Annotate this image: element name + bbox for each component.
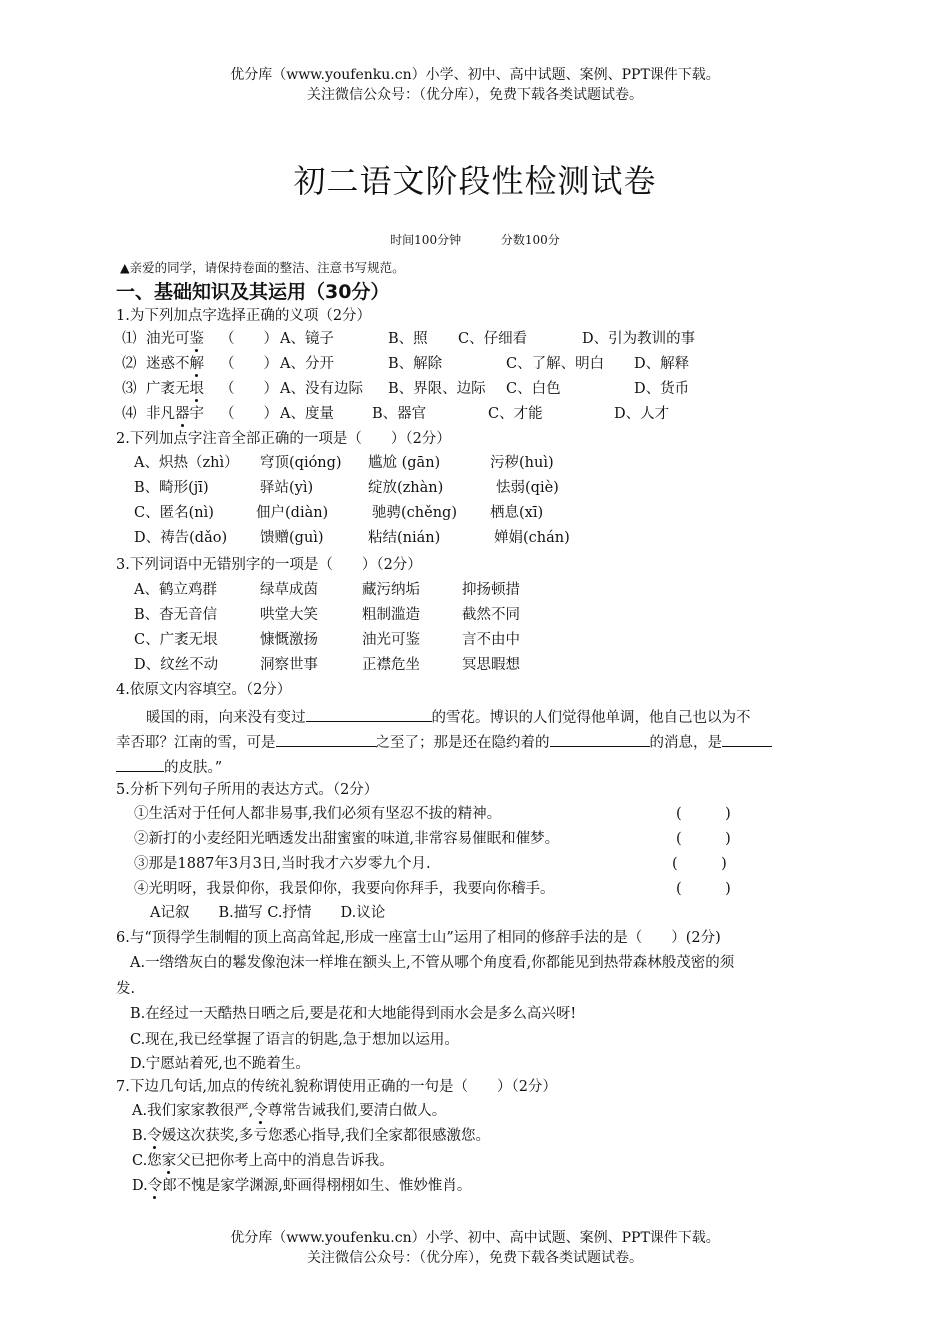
exam-time: 时间100分钟 [390,233,462,247]
q6-option-b: B.在经过一天酷热日晒之后,要是花和大地能得到雨水会是多么高兴呀! [130,1006,577,1022]
q6-option-d: D.宁愿站着死,也不跪着生。 [130,1056,310,1072]
q3-option-row: D、纹丝不动 洞察世事 正襟危坐 冥思暇想 [134,657,520,673]
header-line-2: 关注微信公众号：（优分库），免费下载各类试题试卷。 [307,87,643,103]
exam-meta [0,231,950,248]
exam-score: 分数100分 [500,233,560,247]
section-heading: 一、基础知识及其运用（30分） [116,281,390,303]
footer-line-2: 关注微信公众号：（优分库），免费下载各类试题试卷。 [307,1250,643,1266]
q3-option-row: B、杳无音信 哄堂大笑 粗制滥造 截然不同 [134,607,520,623]
q4-passage-line-2: 幸否耶？江南的雪，可是 之至了；那是还在隐约着的 的消息，是 [116,731,772,753]
q5-options: A记叙 B.描写 C.抒情 D.议论 [150,905,386,921]
q3-stem: 3.下列词语中无错别字的一项是（ ）（2分） [116,557,422,573]
q2-option-row: A、炽热（zhì） 穹顶(qióng) 尴尬 (gān) 污秽(huì) [134,455,554,471]
q7-option-d: D.令郎不愧是家学渊源,虾画得栩栩如生、惟妙惟肖。 [132,1178,472,1194]
q3-option-row: A、鹤立鸡群 绿草成茵 藏污纳垢 抑扬顿措 [134,582,520,598]
q7-stem: 7.下边几句话,加点的传统礼貌称谓使用正确的一句是（ ）（2分） [116,1079,557,1095]
q6-stem: 6.与“顶得学生制帽的顶上高高耸起,形成一座富士山”运用了相同的修辞手法的是（ ）(2分) [116,930,721,946]
q7-option-b: B.令媛这次获奖,多亏您悉心指导,我们全家都很感激您。 [132,1128,490,1144]
q1-item: ⑶ 广袤无垠 （ ） A、没有边际 B、界限、边际 C、白色 D、货币 [122,381,690,397]
q3-option-row: C、广袤无垠 慷慨激扬 油光可鉴 言不由中 [134,632,520,648]
q7-option-c: C.您家父已把你考上高中的消息告诉我。 [132,1153,394,1169]
q4-stem: 4.依原文内容填空。（2分） [116,682,292,698]
q1-item: ⑴ 油光可鉴 （ ） A、镜子 B、照 C、仔细看 D、引为教训的事 [122,331,696,347]
fill-blank[interactable] [722,731,772,747]
q2-stem: 2.下列加点字注音全部正确的一项是（ ）（2分） [116,431,451,447]
fill-blank[interactable] [550,731,650,747]
q6-option-a: A.一绺绺灰白的鬈发像泡沫一样堆在额头上,不管从哪个角度看,你都能见到热带森林般茂密的须 [130,955,735,971]
q1-stem: 1.为下列加点字选择正确的义项（2分） [116,308,372,324]
header-line-1: 优分库（www.youfenku.cn）小学、初中、高中试题、案例、PPT课件下载。 [230,67,720,83]
q1-item: ⑵ 迷惑不解 （ ） A、分开 B、解除 C、了解、明白 D、解释 [122,356,690,372]
fill-blank[interactable] [116,756,164,772]
q2-option-row: D、祷告(dǎo) 馈赠(guì) 粘结(nián) 婵娟(chán) [134,530,570,546]
page-title: 初二语文阶段性检测试卷 [293,162,657,200]
fill-blank[interactable] [306,706,432,722]
footer-line-1: 优分库（www.youfenku.cn）小学、初中、高中试题、案例、PPT课件下载。 [230,1230,720,1246]
q4-passage-line-1: 暖国的雨，向来没有变过 的雪花。博识的人们觉得他单调，他自己也以为不 [146,706,751,728]
q6-option-a-cont: 发. [116,981,136,997]
q1-item: ⑷ 非凡器宇 （ ） A、度量 B、器官 C、才能 D、人才 [122,406,670,422]
q5-item: ③那是1887年3月3日,当时我才六岁零九个月. ( ) [134,856,727,872]
fill-blank[interactable] [276,731,376,747]
q2-option-row: B、畸形(jī) 驿站(yì) 绽放(zhàn) 怯弱(qiè) [134,480,559,496]
q5-item: ①生活对于任何人都非易事,我们必须有坚忍不拔的精神。 ( ) [134,806,731,822]
q7-option-a: A.我们家家教很严,令尊常告诫我们,要清白做人。 [132,1103,447,1119]
q4-passage-line-3: 的皮肤。” [116,756,222,778]
q2-option-row: C、匿名(nì) 佃户(diàn) 驰骋(chěng) 栖息(xī) [134,505,544,521]
notice: ▲亲爱的同学，请保持卷面的整洁、注意书写规范。 [120,260,405,275]
q5-item: ②新打的小麦经阳光晒透发出甜蜜蜜的味道,非常容易催眠和催梦。 ( ) [134,831,731,847]
q5-item: ④光明呀，我景仰你，我景仰你，我要向你拜手，我要向你稽手。 ( ) [134,881,731,897]
q6-option-c: C.现在,我已经掌握了语言的钥匙,急于想加以运用。 [130,1032,459,1048]
q5-stem: 5.分析下列句子所用的表达方式。（2分） [116,782,379,798]
